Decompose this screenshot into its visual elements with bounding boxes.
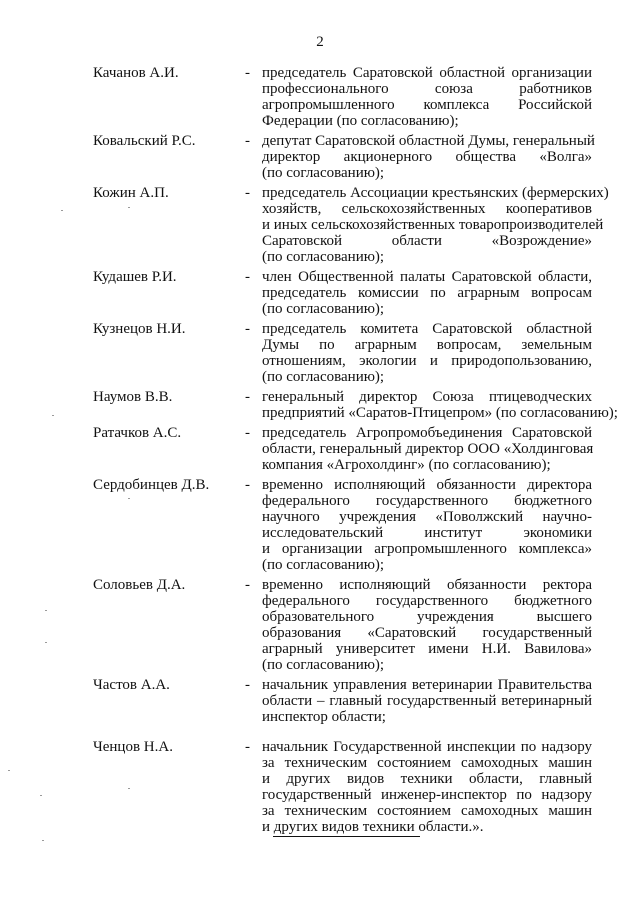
description-line: (по согласованию); bbox=[262, 557, 385, 573]
description-line: Саратовской области «Возрождение» bbox=[262, 233, 592, 249]
member-entry bbox=[93, 425, 593, 473]
member-dash: - bbox=[245, 425, 250, 441]
description-line: временно исполняющий обязанности ректора bbox=[262, 577, 592, 593]
member-description bbox=[262, 677, 592, 725]
members-list bbox=[93, 65, 618, 835]
member-dash: - bbox=[245, 477, 250, 493]
member-name: Качанов А.И. bbox=[93, 65, 179, 81]
scan-speck bbox=[128, 207, 130, 208]
description-line: федерального государственного бюджетного bbox=[262, 493, 592, 509]
scan-speck bbox=[52, 415, 54, 416]
member-name: Кожин А.П. bbox=[93, 185, 169, 201]
description-line: и других видов техники области.». bbox=[262, 819, 484, 835]
description-line: за техническим состоянием самоходных машин bbox=[262, 803, 592, 819]
scan-speck bbox=[42, 840, 44, 841]
member-entry bbox=[93, 477, 593, 573]
scan-speck bbox=[61, 210, 63, 211]
description-line: (по согласованию); bbox=[262, 657, 385, 673]
scan-speck bbox=[45, 610, 47, 611]
member-dash: - bbox=[245, 133, 250, 149]
description-line: и организации агропромышленного комплекса» bbox=[262, 541, 592, 557]
description-line: председатель комиссии по аграрным вопросам bbox=[262, 285, 592, 301]
description-line: хозяйств, сельскохозяйственных кооперативов bbox=[262, 201, 592, 217]
description-line: (по согласованию); bbox=[262, 249, 385, 265]
scan-speck bbox=[128, 498, 130, 499]
description-line: временно исполняющий обязанности директора bbox=[262, 477, 592, 493]
member-dash: - bbox=[245, 65, 250, 81]
scan-speck bbox=[128, 788, 130, 789]
description-line: аграрный университет имени Н.И. Вавилова» bbox=[262, 641, 592, 657]
description-line: федерального государственного бюджетного bbox=[262, 593, 592, 609]
description-line: начальник Государственной инспекции по надзору bbox=[262, 739, 592, 755]
member-dash: - bbox=[245, 185, 250, 201]
description-line: Федерации (по согласованию); bbox=[262, 113, 459, 129]
member-dash: - bbox=[245, 321, 250, 337]
description-line: образовательного учреждения высшего bbox=[262, 609, 592, 625]
description-line: Думы по аграрным вопросам, земельным bbox=[262, 337, 592, 353]
member-entry bbox=[93, 185, 609, 265]
description-line: образования «Саратовский государственный bbox=[262, 625, 592, 641]
description-line: председатель Ассоциации крестьянских (фермерских) bbox=[262, 185, 609, 201]
member-dash: - bbox=[245, 389, 250, 405]
description-line: и других видов техники области, главный bbox=[262, 771, 592, 787]
member-dash: - bbox=[245, 577, 250, 593]
member-dash: - bbox=[245, 739, 250, 755]
member-name: Наумов В.В. bbox=[93, 389, 173, 405]
member-name: Кудашев Р.И. bbox=[93, 269, 177, 285]
description-line: (по согласованию); bbox=[262, 369, 385, 385]
member-entry bbox=[93, 269, 593, 317]
scan-speck bbox=[8, 770, 10, 771]
member-description bbox=[262, 269, 592, 317]
scan-speck bbox=[45, 642, 47, 643]
member-description bbox=[262, 133, 595, 181]
description-line: за техническим состоянием самоходных машин bbox=[262, 755, 592, 771]
description-line: отношениям, экологии и природопользованию, bbox=[262, 353, 592, 369]
description-line: государственный инженер-инспектор по надзору bbox=[262, 787, 592, 803]
member-name: Частов А.А. bbox=[93, 677, 170, 693]
description-line: агропромышленного комплекса Российской bbox=[262, 97, 592, 113]
member-name: Ковальский Р.С. bbox=[93, 133, 196, 149]
description-line: начальник управления ветеринарии Правительства bbox=[262, 677, 592, 693]
member-name: Сердобинцев Д.В. bbox=[93, 477, 210, 493]
description-line: компания «Агрохолдинг» (по согласованию); bbox=[262, 457, 551, 473]
scan-speck bbox=[40, 795, 42, 796]
description-line: исследовательский институт экономики bbox=[262, 525, 592, 541]
description-line: председатель Саратовской областной организации bbox=[262, 65, 592, 81]
description-line: научного учреждения «Поволжский научно- bbox=[262, 509, 592, 525]
member-name: Кузнецов Н.И. bbox=[93, 321, 186, 337]
member-name: Ратачков А.С. bbox=[93, 425, 182, 441]
description-line: председатель Агропромобъединения Саратовской bbox=[262, 425, 592, 441]
member-name: Соловьев Д.А. bbox=[93, 577, 186, 593]
member-dash: - bbox=[245, 269, 250, 285]
description-line: (по согласованию); bbox=[262, 301, 385, 317]
member-entry bbox=[93, 389, 618, 421]
member-entry bbox=[93, 739, 593, 835]
page-number: 2 bbox=[316, 34, 324, 50]
member-description bbox=[262, 389, 618, 421]
description-line: и иных сельскохозяйственных товаропроизводителей bbox=[262, 217, 604, 233]
description-line: предприятий «Саратов-Птицепром» (по согласованию); bbox=[262, 405, 618, 421]
member-description bbox=[262, 65, 592, 129]
description-line: профессионального союза работников bbox=[262, 81, 592, 97]
description-line: директор акционерного общества «Волга» bbox=[262, 149, 592, 165]
member-name: Ченцов Н.А. bbox=[93, 739, 173, 755]
description-line: (по согласованию); bbox=[262, 165, 385, 181]
member-entry bbox=[93, 677, 593, 725]
description-line: председатель комитета Саратовской областной bbox=[262, 321, 592, 337]
member-description bbox=[262, 425, 592, 473]
member-entry bbox=[93, 321, 593, 385]
member-description bbox=[262, 477, 592, 573]
description-line: член Общественной палаты Саратовской области, bbox=[262, 269, 592, 285]
member-description bbox=[262, 185, 609, 265]
description-line: инспектор области; bbox=[262, 709, 386, 725]
member-entry bbox=[93, 133, 593, 181]
end-rule bbox=[273, 836, 420, 837]
member-description bbox=[262, 321, 592, 385]
member-entry bbox=[93, 577, 593, 673]
member-description bbox=[262, 577, 592, 673]
member-entry bbox=[93, 65, 593, 129]
description-line: области – главный государственный ветеринарный bbox=[262, 693, 592, 709]
description-line: генеральный директор Союза птицеводческих bbox=[262, 389, 592, 405]
member-description bbox=[262, 739, 592, 835]
member-dash: - bbox=[245, 677, 250, 693]
description-line: депутат Саратовской областной Думы, генеральный bbox=[262, 133, 595, 149]
description-line: области, генеральный директор ООО «Холдинговая bbox=[262, 441, 594, 457]
